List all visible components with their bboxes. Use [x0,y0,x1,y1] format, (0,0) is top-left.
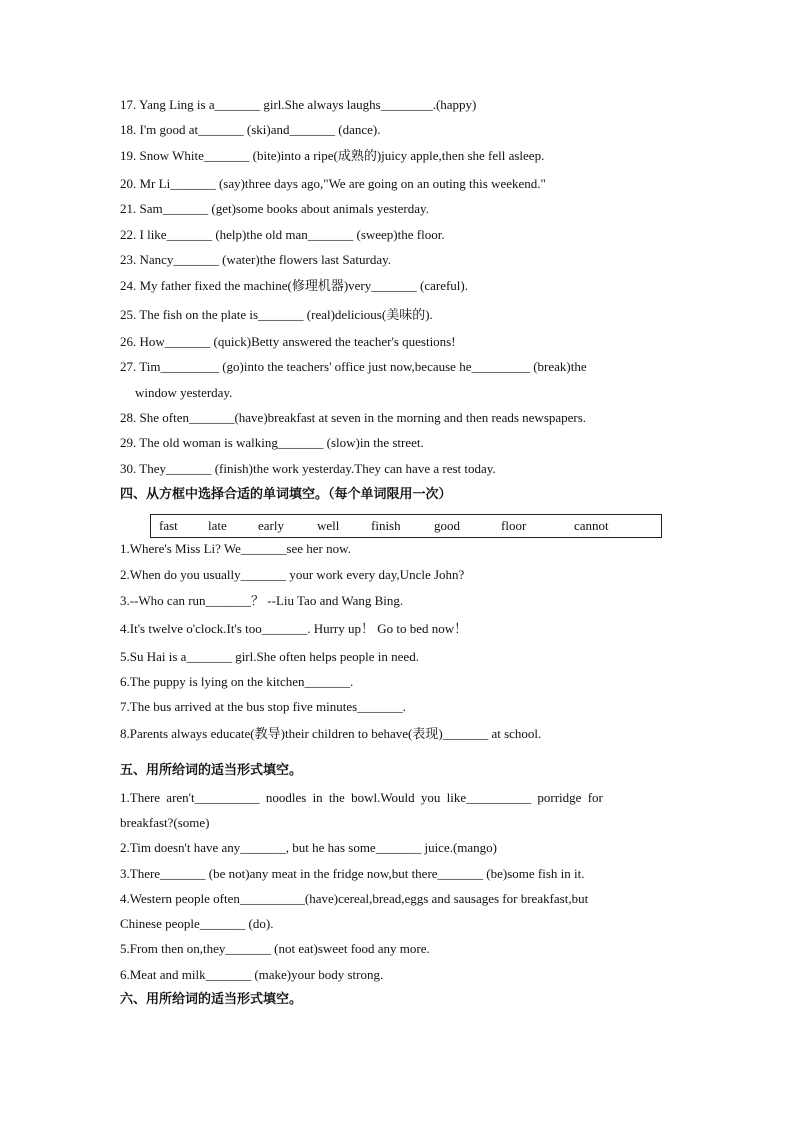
exercise-26: 26. How_______ (quick)Betty answered the teacher's questions! [120,334,456,349]
section-4-item-8: 8.Parents always educate(教导)their children to behave(表现)_______ at school. [120,726,542,741]
section-5-item-1-continued: breakfast?(some) [120,815,210,830]
section-5-item-4: 4.Western people often__________(have)cereal,bread,eggs and sausages for breakfast,but [120,891,589,906]
word-bank-word: floor [501,518,527,533]
exercise-20: 20. Mr Li_______ (say)three days ago,"We are going on an outing this weekend." [120,176,546,191]
word-bank-word: finish [371,518,401,533]
section-5-item-1: 1.There aren't__________ noodles in the bowl.Would you like__________ porridge for [120,790,603,805]
section-4-item-6: 6.The puppy is lying on the kitchen_______. [120,674,354,689]
exercise-25: 25. The fish on the plate is_______ (real)delicious(美味的). [120,307,433,322]
section-4-item-1: 1.Where's Miss Li? We_______see her now. [120,541,351,556]
section-5-item-4-continued: Chinese people_______ (do). [120,916,274,931]
exercise-21: 21. Sam_______ (get)some books about animals yesterday. [120,201,429,216]
section-5-item-2: 2.Tim doesn't have any_______, but he has some_______ juice.(mango) [120,840,498,855]
exercise-23: 23. Nancy_______ (water)the flowers last Saturday. [120,252,391,267]
section-5-heading: 五、用所给词的适当形式填空。 [120,763,303,778]
word-bank-box [150,514,662,538]
word-bank-word: cannot [574,518,609,533]
word-bank-word: early [258,518,284,533]
exercise-24: 24. My father fixed the machine(修理机器)very_______ (careful). [120,278,468,293]
exercise-30: 30. They_______ (finish)the work yesterday.They can have a rest today. [120,461,496,476]
exercise-27-continued: window yesterday. [135,385,233,400]
exercise-22: 22. I like_______ (help)the old man_______ (sweep)the floor. [120,227,445,242]
section-4-item-7: 7.The bus arrived at the bus stop five minutes_______. [120,699,406,714]
exercise-27: 27. Tim_________ (go)into the teachers' office just now,because he_________ (break)the [120,359,587,374]
section-4-heading: 四、从方框中选择合适的单词填空。（每个单词限用一次） [120,487,452,502]
section-4-item-3: 3.--Who can run_______？ --Liu Tao and Wang Bing. [120,593,404,608]
word-bank-word: good [434,518,460,533]
exercise-19: 19. Snow White_______ (bite)into a ripe(成熟的)juicy apple,then she fell asleep. [120,148,545,163]
section-5-item-5: 5.From then on,they_______ (not eat)sweet food any more. [120,941,430,956]
word-bank-word: fast [159,518,178,533]
section-4-item-4: 4.It's twelve o'clock.It's too_______. Hurry up！ Go to bed now！ [120,621,468,636]
exercise-18: 18. I'm good at_______ (ski)and_______ (dance). [120,122,381,137]
section-4-item-5: 5.Su Hai is a_______ girl.She often helps people in need. [120,649,419,664]
section-5-item-6: 6.Meat and milk_______ (make)your body strong. [120,967,384,982]
exercise-17: 17. Yang Ling is a_______ girl.She always laughs________.(happy) [120,97,477,112]
exercise-28: 28. She often_______(have)breakfast at seven in the morning and then reads newspapers. [120,410,587,425]
exercise-29: 29. The old woman is walking_______ (slow)in the street. [120,435,424,450]
section-5-item-3: 3.There_______ (be not)any meat in the fridge now,but there_______ (be)some fish in it. [120,866,585,881]
word-bank-word: well [317,518,340,533]
section-6-heading: 六、用所给词的适当形式填空。 [120,992,303,1007]
section-4-item-2: 2.When do you usually_______ your work every day,Uncle John? [120,567,465,582]
word-bank-word: late [208,518,227,533]
